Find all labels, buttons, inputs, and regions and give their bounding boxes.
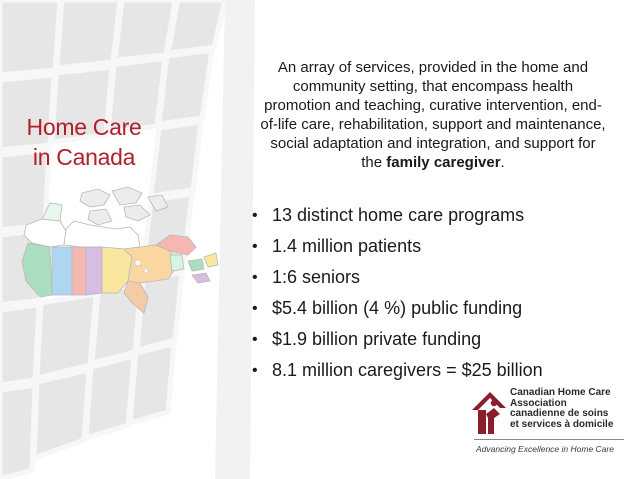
bullet-text: 13 distinct home care programs: [272, 205, 525, 225]
bullet-text: $5.4 billion (4 %) public funding: [272, 298, 523, 318]
definition-period: .: [500, 154, 505, 171]
list-item: [252, 355, 543, 386]
logo-name: [510, 388, 613, 430]
bullet-text: 1.4 million patients: [272, 236, 422, 256]
title-line-2: in Canada: [32, 144, 136, 170]
canada-map: [20, 185, 220, 325]
chca-logo: [470, 384, 630, 464]
bullet-icon: •: [252, 269, 258, 286]
logo-tagline: Advancing Excellence in Home Care: [476, 444, 614, 454]
house-logo-icon: [470, 388, 508, 436]
title-line-1: Home Care: [26, 114, 142, 140]
slide-title: [14, 112, 154, 172]
definition-emphasis: family caregiver: [386, 154, 501, 171]
bullet-text: $1.9 billion private funding: [272, 329, 482, 349]
definition-text: An array of services, provided in the home and community setting, that encompass health promotion and teaching, curative intervention, end-of-life care, rehabilitation, support and maintenance, social adaptation and integration, and support for the: [260, 59, 606, 171]
list-item: [252, 231, 543, 262]
list-item: [252, 293, 543, 324]
logo-line: canadienne de soins: [510, 408, 609, 419]
bullet-icon: •: [252, 238, 258, 255]
bullet-icon: •: [252, 207, 258, 224]
list-item: [252, 324, 543, 355]
bullet-icon: •: [252, 362, 258, 379]
logo-line: Canadian Home Care: [510, 387, 611, 398]
logo-line: et services à domicile: [510, 418, 614, 430]
logo-line: Association: [510, 397, 567, 409]
bullet-text: 8.1 million caregivers = $25 billion: [272, 360, 543, 380]
bullet-icon: •: [252, 331, 258, 348]
bullet-icon: •: [252, 300, 258, 317]
logo-divider: [474, 439, 624, 440]
bullet-text: 1:6 seniors: [272, 267, 361, 287]
home-care-definition: [258, 58, 608, 172]
list-item: [252, 200, 543, 231]
stats-bullet-list: [252, 200, 543, 386]
list-item: [252, 262, 543, 293]
